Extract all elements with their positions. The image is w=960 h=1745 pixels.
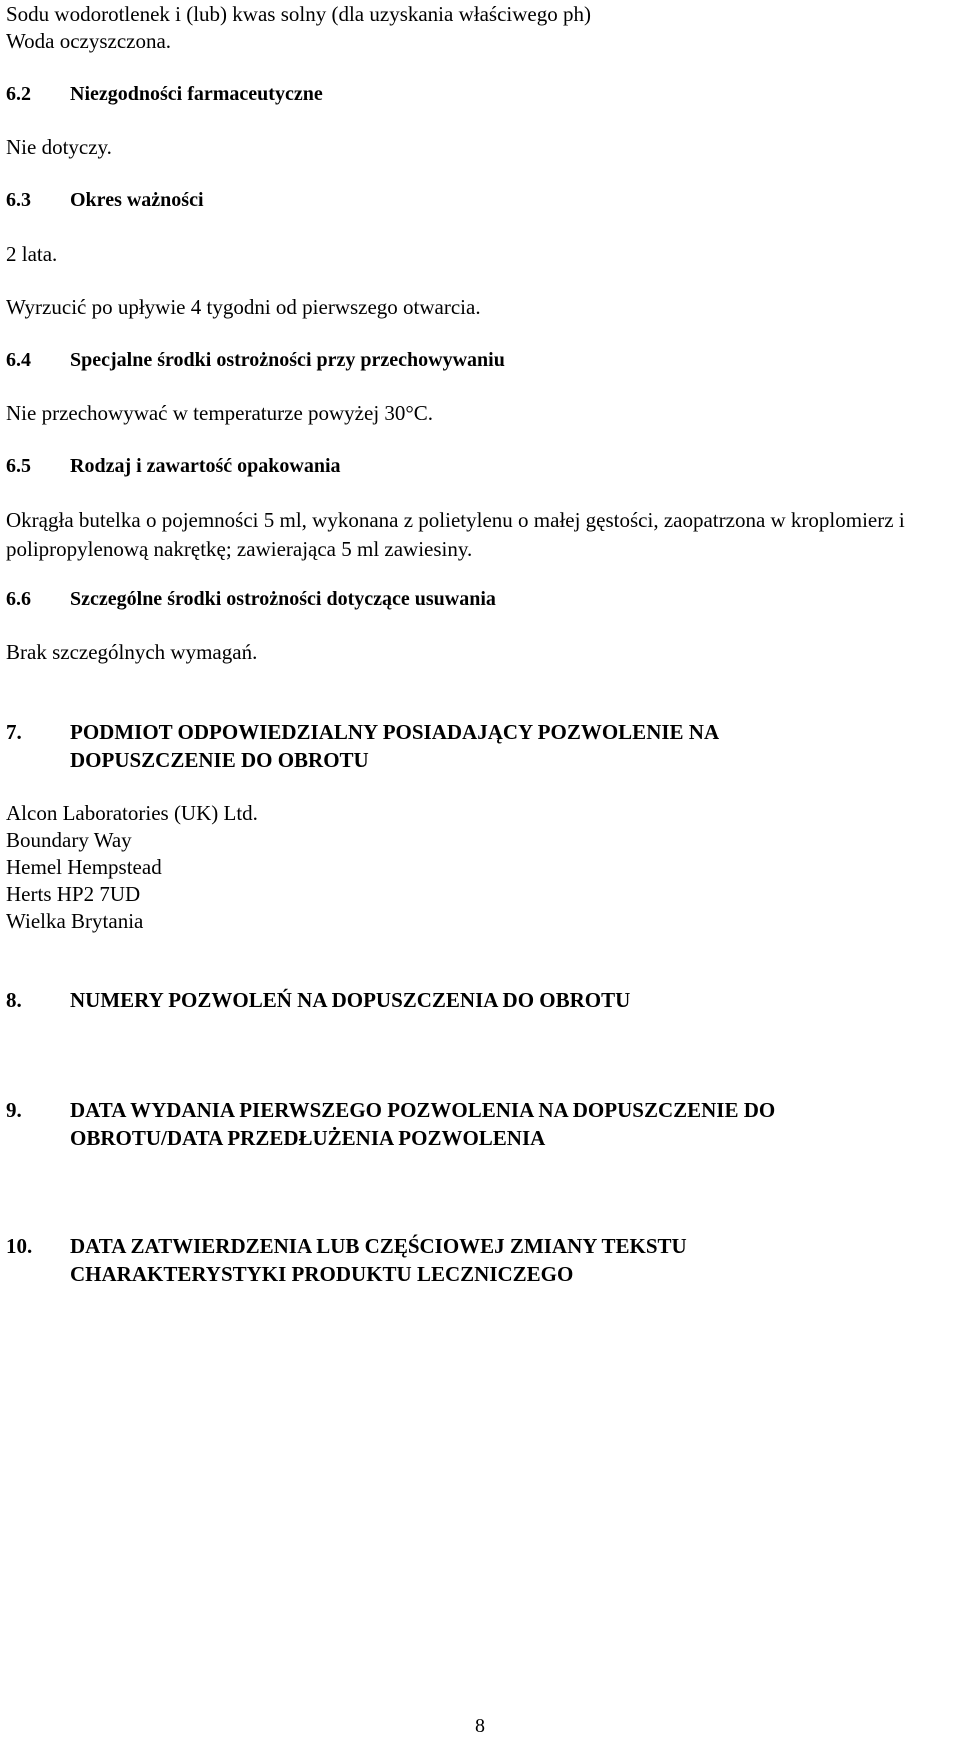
section-number: 9.	[6, 1098, 22, 1122]
section-number: 6.3	[6, 189, 31, 211]
section-title: Rodzaj i zawartość opakowania	[70, 455, 341, 477]
address-line: Alcon Laboratories (UK) Ltd.	[6, 801, 258, 825]
section-title: Niezgodności farmaceutyczne	[70, 83, 323, 105]
excipient-line: Woda oczyszczona.	[6, 29, 172, 53]
section-title: Okres ważności	[70, 189, 204, 211]
section-number: 6.4	[6, 349, 31, 371]
section-body: Brak szczególnych wymagań.	[6, 640, 258, 664]
section-title: PODMIOT ODPOWIEDZIALNY POSIADAJĄCY POZWOLENIE NA	[70, 720, 720, 744]
address-line: Wielka Brytania	[6, 909, 144, 933]
page-number: 8	[475, 1715, 485, 1737]
excipient-line: Sodu wodorotlenek i (lub) kwas solny (dla uzyskania właściwego ph)	[6, 2, 591, 26]
section-body: Okrągła butelka o pojemności 5 ml, wykonana z polietylenu o małej gęstości, zaopatrzona w kroplomierz i polipropylenową nakrętkę; zawierająca 5 ml zawiesiny.	[6, 508, 905, 561]
section-title: NUMERY POZWOLEŃ NA DOPUSZCZENIA DO OBROTU	[70, 988, 631, 1012]
section-number: 8.	[6, 988, 22, 1012]
section-number: 10.	[6, 1234, 33, 1258]
section-title: DATA WYDANIA PIERWSZEGO POZWOLENIA NA DOPUSZCZENIE DO	[70, 1098, 776, 1122]
section-number: 7.	[6, 720, 22, 744]
section-title-continued: DOPUSZCZENIE DO OBROTU	[70, 748, 369, 772]
section-body: Nie dotyczy.	[6, 135, 112, 159]
section-title-continued: CHARAKTERYSTYKI PRODUKTU LECZNICZEGO	[70, 1262, 574, 1286]
section-body: 2 lata.	[6, 242, 58, 266]
section-title: Specjalne środki ostrożności przy przechowywaniu	[70, 349, 505, 371]
section-title-continued: OBROTU/DATA PRZEDŁUŻENIA POZWOLENIA	[70, 1126, 546, 1150]
address-line: Herts HP2 7UD	[6, 882, 141, 906]
section-number: 6.5	[6, 455, 31, 477]
address-line: Boundary Way	[6, 828, 132, 852]
section-body: Wyrzucić po upływie 4 tygodni od pierwszego otwarcia.	[6, 295, 481, 319]
section-number: 6.6	[6, 588, 31, 610]
section-title: DATA ZATWIERDZENIA LUB CZĘŚCIOWEJ ZMIANY TEKSTU	[70, 1234, 687, 1258]
section-title: Szczególne środki ostrożności dotyczące usuwania	[70, 588, 496, 610]
section-body: Nie przechowywać w temperaturze powyżej 30°C.	[6, 401, 434, 425]
address-line: Hemel Hempstead	[6, 855, 162, 879]
section-number: 6.2	[6, 83, 31, 105]
